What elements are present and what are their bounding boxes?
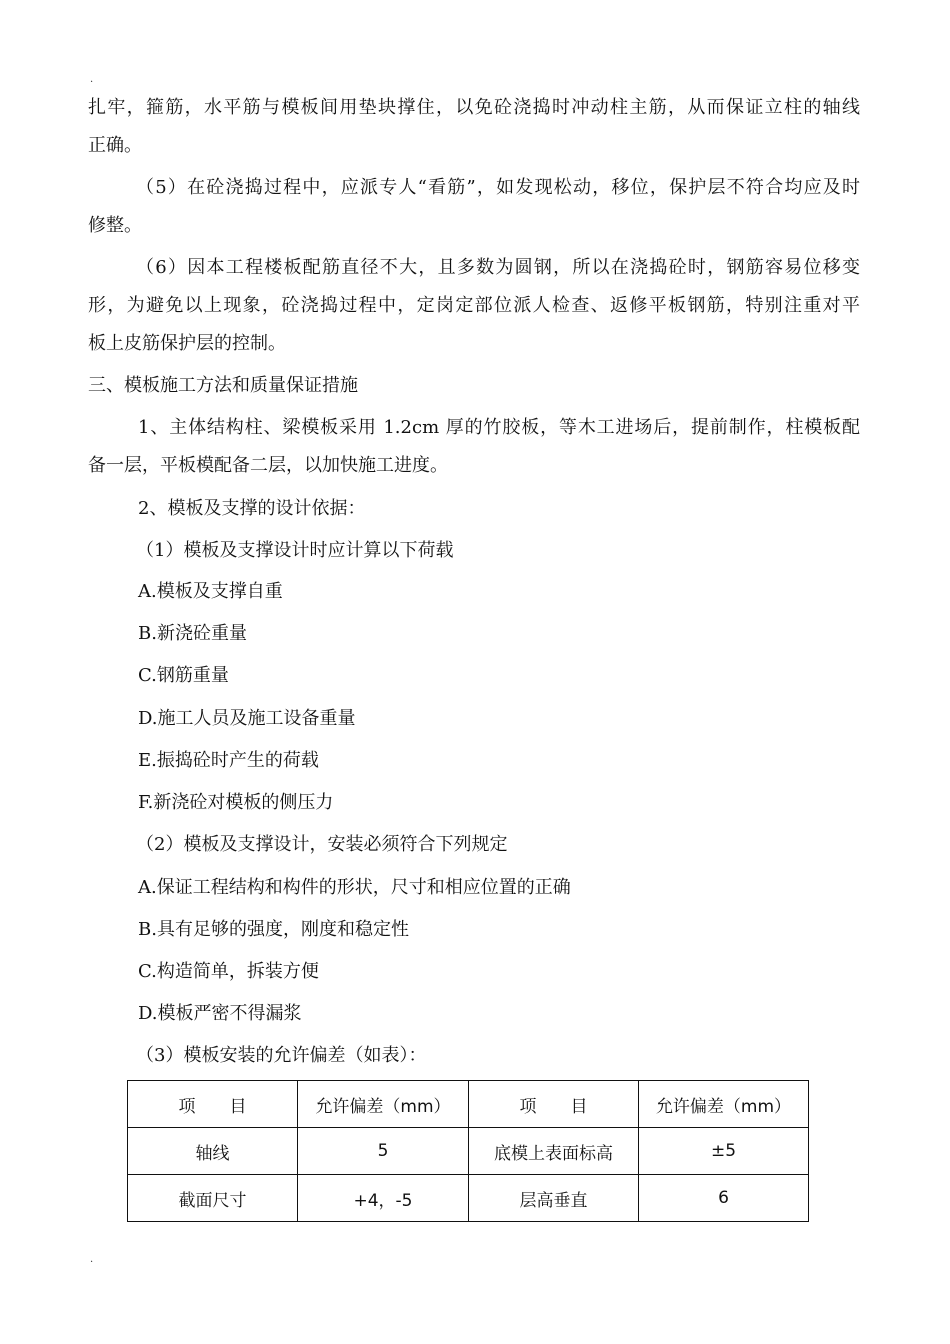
tolerance-table [127,1080,809,1222]
page-mark-bottom: . [90,1254,94,1265]
paragraph-line: 板上皮筋保护层的控制。 [88,333,286,354]
list-item: D.模板严密不得漏浆 [138,1003,302,1024]
table-header-row [128,1081,809,1128]
list-item: D.施工人员及施工设备重量 [138,708,356,729]
table-cell: ±5 [639,1128,809,1175]
table-cell: 底模上表面标高 [469,1128,639,1175]
list-item: C.钢筋重量 [138,665,229,686]
table-header-cell: 允许偏差（mm） [639,1081,809,1128]
paragraph-line: 修整。 [88,215,142,236]
list-item: A.保证工程结构和构件的形状，尺寸和相应位置的正确 [138,877,571,898]
paragraph-line: 1、主体结构柱、梁模板采用 1.2cm 厚的竹胶板，等木工进场后，提前制作，柱模板配 [138,417,860,438]
table-header-cell: 项 目 [128,1081,298,1128]
table-cell: 层高垂直 [469,1175,639,1222]
sub-heading: （1）模板及支撑设计时应计算以下荷载 [136,540,454,561]
paragraph-line: （6）因本工程楼板配筋直径不大，且多数为圆钢，所以在浇捣砼时，钢筋容易位移变 [136,257,860,278]
section-heading: 三、模板施工方法和质量保证措施 [88,375,358,396]
page-mark-top: . [90,74,94,85]
paragraph-line: 形，为避免以上现象，砼浇捣过程中，定岗定部位派人检查、返修平板钢筋，特别注重对平 [88,295,860,316]
table-cell: 截面尺寸 [128,1175,298,1222]
list-item: F.新浇砼对模板的侧压力 [138,792,334,813]
list-item: A.模板及支撑自重 [138,581,283,602]
list-item: E.振捣砼时产生的荷载 [138,750,319,771]
paragraph-line: 正确。 [88,135,142,156]
table-cell: +4，-5 [298,1175,469,1222]
paragraph-line: 备一层，平板模配备二层，以加快施工进度。 [88,455,448,476]
table-row [128,1128,809,1175]
table-row [128,1175,809,1222]
table-header-cell: 允许偏差（mm） [298,1081,469,1128]
list-item: C.构造简单，拆装方便 [138,961,319,982]
list-item: B.新浇砼重量 [138,623,247,644]
sub-heading: （3）模板安装的允许偏差（如表）： [136,1045,427,1066]
paragraph-line: 扎牢，箍筋，水平筋与模板间用垫块撑住，以免砼浇捣时冲动柱主筋，从而保证立柱的轴线 [88,97,860,118]
table-header-cell: 项 目 [469,1081,639,1128]
list-heading: 2、模板及支撑的设计依据： [138,498,366,519]
table-cell: 5 [298,1128,469,1175]
table-cell: 6 [639,1175,809,1222]
paragraph-line: （5）在砼浇捣过程中，应派专人“看筋”，如发现松动，移位，保护层不符合均应及时 [136,177,860,198]
table-cell: 轴线 [128,1128,298,1175]
sub-heading: （2）模板及支撑设计，安装必须符合下列规定 [136,834,508,855]
list-item: B.具有足够的强度，刚度和稳定性 [138,919,409,940]
